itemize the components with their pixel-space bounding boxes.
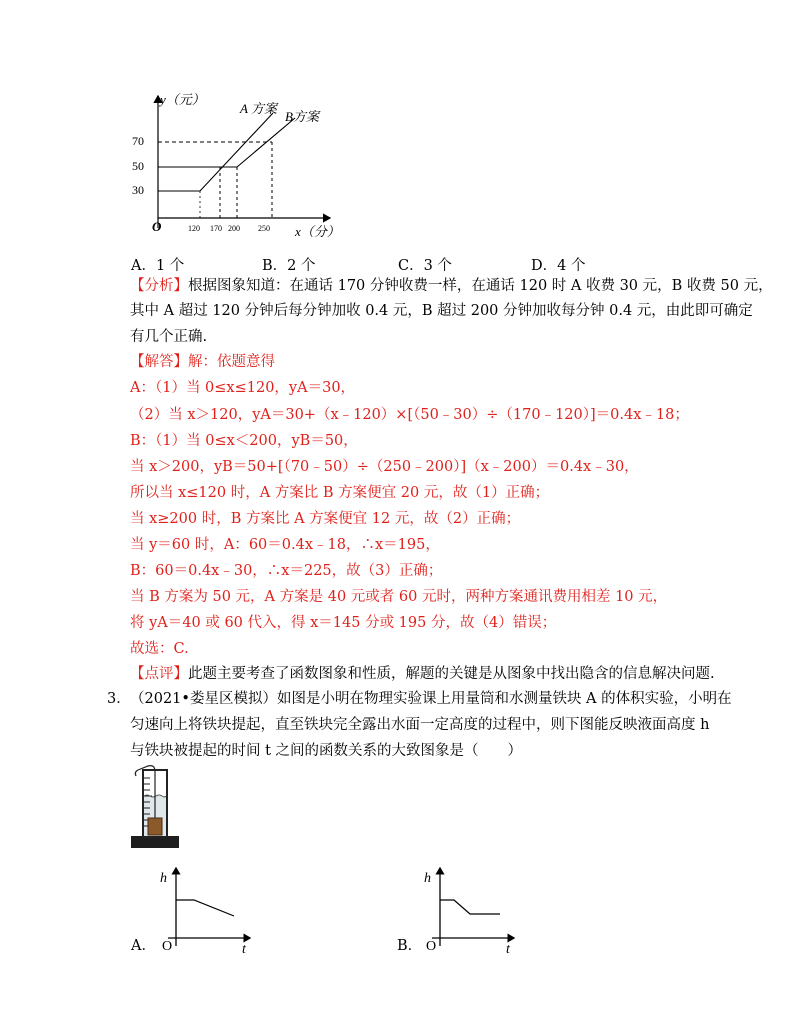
q3a-h-label: h: [160, 871, 167, 886]
q3a-origin: O: [162, 939, 173, 954]
answer-line-5: 所以当 x≤120 时，A 方案比 B 方案便宜 20 元，故（1）正确；: [130, 485, 550, 501]
measuring-cylinder-image: [128, 760, 188, 852]
answer-line-2: （2）当 x＞120，yA＝30+（x﹣120）×[（50﹣30）÷（170﹣120）]＝0.4x﹣18；: [130, 407, 689, 423]
plan-b-line: [158, 118, 295, 167]
plan-a-line: [158, 113, 273, 191]
q3a-curve: [176, 900, 234, 916]
analysis-line-1: [130, 276, 773, 296]
x-tick-120: 120: [188, 224, 200, 233]
origin-label: O: [152, 219, 162, 234]
y-axis-label: y（元）: [160, 92, 205, 107]
q3-option-b-graph[interactable]: [414, 862, 524, 954]
comment-line: [130, 664, 715, 684]
q3-option-a-graph[interactable]: [150, 862, 260, 954]
answer-line-0: [130, 352, 275, 372]
q3b-origin: O: [426, 939, 437, 954]
answer-tag: 【解答】: [130, 354, 188, 370]
x-tick-170: 170: [210, 224, 222, 233]
answer-line-4: 当 x＞200，yB＝50+[（70﹣50）÷（250﹣200）]（x﹣200）＝0.4x﹣30，: [130, 459, 639, 475]
option-c[interactable]: C．3 个: [398, 258, 452, 274]
q3-number: 3．: [107, 691, 131, 707]
q3-line-1: （2021•娄星区模拟）如图是小明在物理实验课上用量筒和水测量铁块 A 的体积实验，小明在: [130, 691, 732, 707]
q3-option-b-label[interactable]: B．: [397, 938, 423, 954]
option-b[interactable]: B．2 个: [262, 258, 316, 274]
comment-text: 此题主要考查了函数图象和性质，解题的关键是从图象中找出隐含的信息解决问题.: [188, 666, 715, 682]
q3a-t-label: t: [242, 942, 246, 954]
answer-line-3: B：（1）当 0≤x＜200，yB＝50，: [130, 433, 358, 449]
x-tick-250: 250: [258, 224, 270, 233]
q3b-curve: [440, 900, 500, 914]
q3b-t-label: t: [506, 942, 510, 954]
answer-line-10: 将 yA＝40 或 60 代入，得 x＝145 分或 195 分，故（4）错误；: [130, 615, 557, 631]
x-tick-200: 200: [228, 224, 240, 233]
q3-option-a-label[interactable]: A．: [131, 938, 156, 954]
y-tick-70: 70: [132, 134, 144, 148]
y-tick-30: 30: [132, 183, 144, 197]
analysis-text-1: 根据图象知道：在通话 170 分钟收费一样，在通话 120 时 A 收费 30 元，B 收费 50 元，: [188, 278, 773, 294]
answer-line-1: A：（1）当 0≤x≤120，yA＝30，: [130, 380, 356, 396]
q3b-h-label: h: [424, 871, 431, 886]
plan-a-label: A 方案: [240, 101, 277, 116]
option-a[interactable]: A．1 个: [131, 258, 185, 274]
answer-line-9: 当 B 方案为 50 元，A 方案是 40 元或者 60 元时，两种方案通讯费用相差 10 元，: [130, 589, 668, 605]
analysis-line-2: 其中 A 超过 120 分钟后每分钟加收 0.4 元，B 超过 200 分钟加收每分钟 0.4 元，由此即可确定: [130, 303, 753, 319]
comment-tag: 【点评】: [130, 666, 188, 682]
x-axis-label: x（分）: [295, 224, 340, 239]
answer-first: 解：依题意得: [188, 354, 275, 370]
iron-block: [148, 818, 162, 835]
analysis-tag: 【分析】: [130, 278, 188, 294]
q3-line-2: 匀速向上将铁块提起，直至铁块完全露出水面一定高度的过程中，则下图能反映液面高度 h: [130, 717, 710, 733]
analysis-line-3: 有几个正确.: [130, 329, 208, 345]
option-d[interactable]: D．4 个: [531, 258, 586, 274]
y-tick-50: 50: [132, 159, 144, 173]
answer-line-7: 当 y＝60 时，A：60＝0.4x﹣18，∴x＝195，: [130, 537, 440, 553]
phone-plan-graph: [125, 88, 355, 248]
answer-line-11: 故选：C.: [130, 641, 189, 657]
answer-line-8: B：60＝0.4x﹣30，∴x＝225，故（3）正确；: [130, 563, 443, 579]
q3-line-3: 与铁块被提起的时间 t 之间的函数关系的大致图象是（ ）: [130, 743, 523, 759]
answer-line-6: 当 x≥200 时，B 方案比 A 方案便宜 12 元，故（2）正确；: [130, 511, 521, 527]
plan-b-label: B方案: [285, 109, 319, 124]
